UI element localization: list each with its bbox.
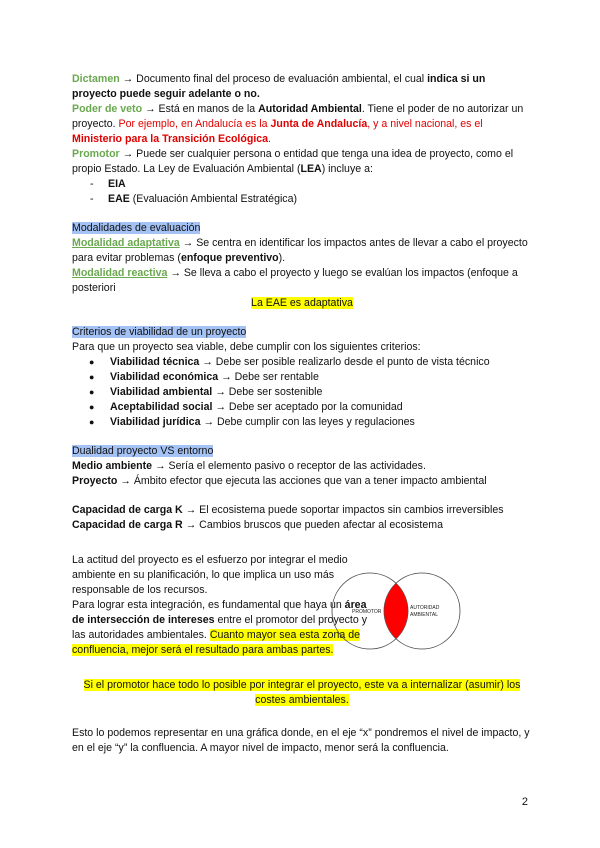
promotor-list — [72, 177, 532, 207]
promotor-paragraph — [72, 147, 532, 177]
list-item — [72, 415, 532, 430]
grafica-paragraph: Esto lo podemos representar en una gráfica donde, en el eje “x” pondremos el nivel de impacto, y en el eje “y” la confluencia. A mayor nivel de impacto, menor será la confluencia. — [72, 727, 530, 754]
poder-veto-red2: , y a nivel nacional, es el — [367, 118, 483, 130]
list-item-text: → Debe ser posible realizarlo desde el punto de vista técnico — [199, 356, 490, 368]
diagram-label-ambiental: AMBIENTAL — [410, 612, 438, 618]
criterios-list — [72, 355, 532, 430]
adaptativa-term: Modalidad adaptativa — [72, 237, 180, 249]
list-item — [72, 400, 532, 415]
criterios-intro: Para que un proyecto sea viable, debe cumplir con los siguientes criterios: — [72, 341, 421, 353]
eae-note — [72, 296, 532, 311]
actitud-p1: La actitud del proyecto es el esfuerzo por integrar el medio ambiente en su planificación, lo que implica un uso más responsable de los recursos. — [72, 554, 348, 596]
poder-veto-red3: . — [268, 133, 271, 145]
proyecto-paragraph — [72, 474, 532, 489]
list-item-text: → Debe ser aceptado por la comunidad — [212, 401, 403, 413]
junta-andalucia: Junta de Andalucía — [270, 118, 368, 130]
lea: LEA — [300, 163, 322, 175]
proyecto-text: → Ámbito efector que ejecuta las acciones que van a tener impacto ambiental — [117, 475, 487, 487]
promotor-term: Promotor — [72, 148, 120, 160]
list-item — [72, 370, 532, 385]
actitud-section — [72, 553, 532, 658]
adaptativa-paragraph — [72, 236, 532, 266]
medio-term: Medio ambiente — [72, 460, 153, 472]
list-item-text: → Debe cumplir con las leyes y regulaciones — [200, 416, 415, 428]
modalidades-heading-text: Modalidades de evaluación — [72, 222, 201, 234]
dictamen-paragraph — [72, 72, 532, 102]
carga-k-term: Capacidad de carga K — [72, 504, 183, 516]
document-page — [72, 72, 532, 756]
poder-veto-paragraph — [72, 102, 532, 147]
poder-veto-text2: . Tiene el poder de no autorizar un proyecto. — [72, 103, 524, 130]
carga-r-text: → Cambios bruscos que pueden afectar al ecosistema — [182, 519, 443, 531]
list-item-bold: Viabilidad técnica — [110, 356, 200, 368]
promotor-note — [72, 678, 532, 708]
list-item — [72, 177, 532, 192]
list-item — [72, 385, 532, 400]
promotor-text2: ) incluye a: — [321, 163, 373, 175]
modalidades-heading — [72, 221, 532, 236]
medio-paragraph — [72, 459, 532, 474]
actitud-highlight: Cuanto mayor sea esta zona de confluencia, mejor será el resultado para ambas partes. — [72, 629, 360, 656]
list-item-bold: EAE — [108, 193, 130, 205]
list-item-text: → Debe ser rentable — [218, 371, 319, 383]
proyecto-term: Proyecto — [72, 475, 118, 487]
carga-r-term: Capacidad de carga R — [72, 519, 183, 531]
list-item-bold: EIA — [108, 178, 126, 190]
reactiva-paragraph — [72, 266, 532, 296]
carga-r-paragraph — [72, 518, 532, 533]
reactiva-text: → Se lleva a cabo el proyecto y luego se evalúan los impactos (enfoque a posteriori — [72, 267, 518, 294]
promotor-text: → Puede ser cualquier persona o entidad que tenga una idea de proyecto, como el propio Estado. La Ley de Evaluación Ambiental ( — [72, 148, 514, 175]
venn-diagram — [322, 559, 482, 659]
dictamen-term: Dictamen — [72, 73, 120, 85]
poder-veto-text: → Está en manos de la — [142, 103, 259, 115]
medio-text: → Sería el elemento pasivo o receptor de las actividades. — [152, 460, 426, 472]
autoridad-ambiental: Autoridad Ambiental — [258, 103, 362, 115]
actitud-p2b: entre el promotor del proyecto y las autoridades ambientales. — [72, 614, 368, 641]
diagram-label-promotor: PROMOTOR — [352, 609, 382, 615]
carga-k-text: → El ecosistema puede soportar impactos sin cambios irreversibles — [182, 504, 504, 516]
criterios-heading-text: Criterios de viabilidad de un proyecto — [72, 326, 247, 338]
dualidad-heading-text: Dualidad proyecto VS entorno — [72, 445, 214, 457]
criterios-heading — [72, 325, 532, 340]
adaptativa-end: ). — [278, 252, 286, 264]
reactiva-term: Modalidad reactiva — [72, 267, 168, 279]
dualidad-heading — [72, 444, 532, 459]
page-number: 2 — [521, 796, 528, 808]
list-item-text: → Debe ser sostenible — [212, 386, 323, 398]
ministerio: Ministerio para la Transición Ecológica — [72, 133, 269, 145]
list-item-bold: Viabilidad ambiental — [110, 386, 213, 398]
actitud-p2a: Para lograr esta integración, es fundamental que haya un — [72, 599, 345, 611]
dictamen-text: → Documento final del proceso de evaluación ambiental, el cual — [119, 73, 428, 85]
adaptativa-text: → Se centra en identificar los impactos antes de llevar a cabo el proyecto para evitar problemas ( — [72, 237, 528, 264]
list-item-bold: Viabilidad jurídica — [110, 416, 201, 428]
promotor-note-text: Si el promotor hace todo lo posible por integrar el proyecto, este va a internalizar (asumir) los costes ambientales. — [83, 679, 521, 706]
diagram-label-autoridad: AUTORIDAD — [410, 605, 440, 611]
dictamen-bold: indica si un proyecto puede seguir adelante o no. — [72, 73, 486, 100]
poder-veto-red1: Por ejemplo, en Andalucía es la — [118, 118, 271, 130]
list-item-bold: Aceptabilidad social — [110, 401, 213, 413]
list-item — [72, 355, 532, 370]
intersection-area — [384, 584, 408, 639]
poder-veto-term: Poder de veto — [72, 103, 143, 115]
eae-note-text: La EAE es adaptativa — [251, 297, 353, 309]
list-item-text: (Evaluación Ambiental Estratégica) — [129, 193, 298, 205]
carga-k-paragraph — [72, 503, 532, 518]
area-interseccion: área de intersección de intereses — [72, 599, 367, 626]
list-item — [72, 192, 532, 207]
list-item-bold: Viabilidad económica — [110, 371, 219, 383]
adaptativa-bold: enfoque preventivo — [180, 252, 279, 264]
